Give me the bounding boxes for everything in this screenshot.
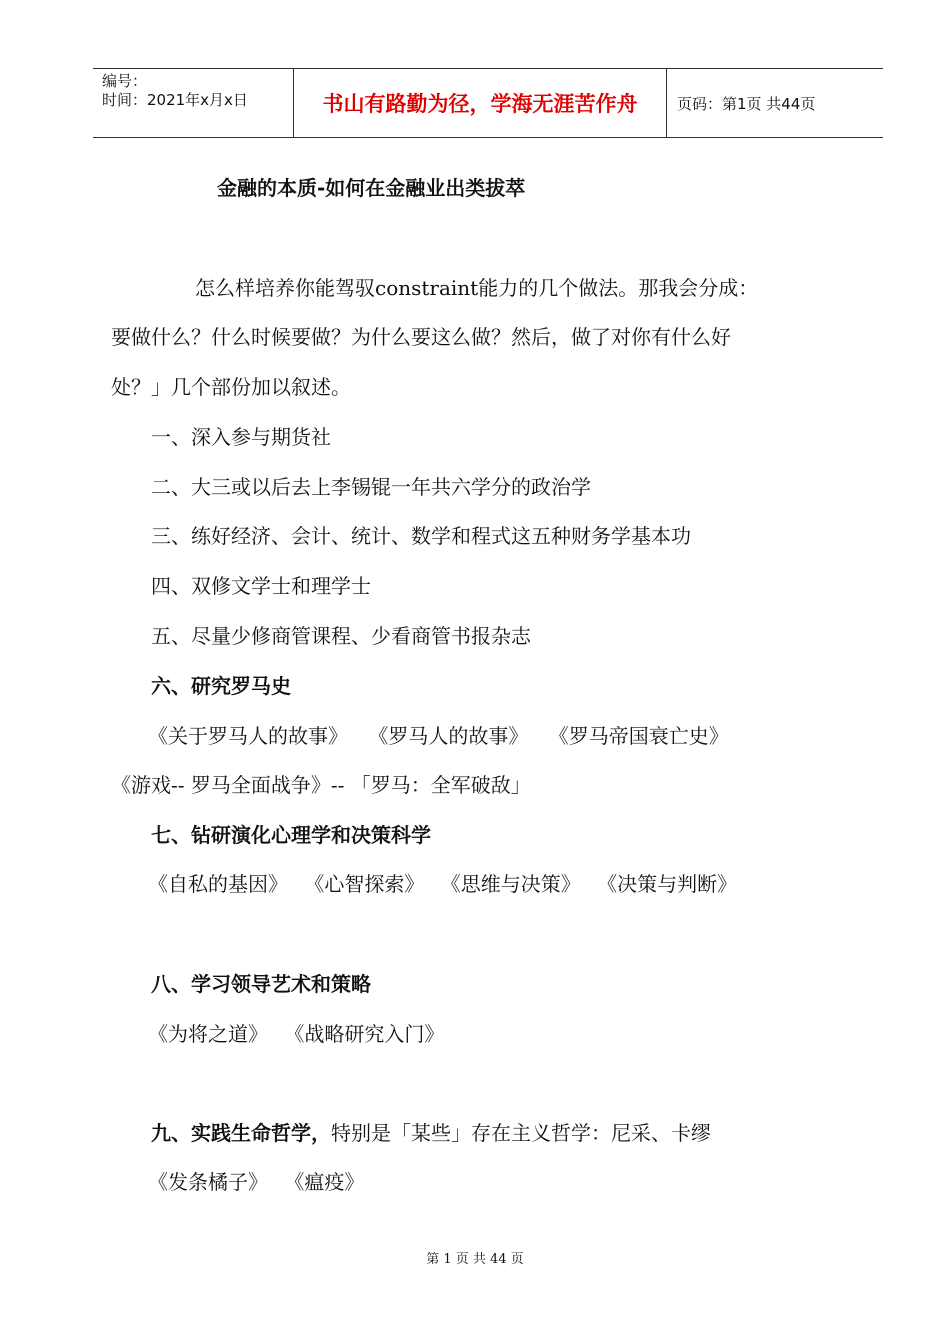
section-text: 特别是「某些」存在主义哲学：尼采、卡缪 — [331, 1121, 711, 1145]
document-number-label: 编号： — [102, 72, 148, 90]
book-list: 《自私的基因》 《心智探索》 《思维与决策》 《决策与判断》 — [148, 872, 738, 896]
section-heading: 六、研究罗马史 — [151, 674, 291, 698]
section-9-line — [151, 1117, 711, 1146]
document-time-label: 时间：2021年x月x日 — [102, 91, 248, 109]
list-item: 三、练好经济、会计、统计、数学和程式这五种财务学基本功 — [151, 524, 691, 548]
list-item: 五、尽量少修商管课程、少看商管书报杂志 — [151, 624, 531, 648]
header-page-number: 页码：第1页 共44页 — [677, 94, 816, 113]
section-heading: 九、实践生命哲学， — [151, 1121, 331, 1145]
list-item: 四、双修文学士和理学士 — [151, 574, 371, 598]
list-item: 二、大三或以后去上李锡锟一年共六学分的政治学 — [151, 475, 591, 499]
page-footer: 第 1 页 共 44 页 — [426, 1252, 524, 1267]
section-heading: 八、学习领导艺术和策略 — [151, 972, 371, 996]
document-header — [93, 68, 883, 138]
book-list: 《关于罗马人的故事》 《罗马人的故事》 《罗马帝国衰亡史》 — [148, 724, 729, 748]
book-list: 《发条橘子》 《瘟疫》 — [148, 1170, 365, 1194]
document-title: 金融的本质-如何在金融业出类拔萃 — [217, 176, 526, 200]
intro-line: 要做什么？什么时候要做？为什么要这么做？然后，做了对你有什么好 — [111, 325, 731, 349]
book-list: 《为将之道》 《战略研究入门》 — [148, 1022, 445, 1046]
section-heading: 七、钻研演化心理学和决策科学 — [151, 823, 431, 847]
intro-line: 怎么样培养你能驾驭constraint能力的几个做法。那我会分成： — [195, 276, 759, 300]
intro-line: 处？」几个部份加以叙述。 — [111, 375, 351, 399]
list-item: 一、深入参与期货社 — [151, 425, 331, 449]
header-info-cell — [93, 69, 293, 137]
header-motto: 书山有路勤为径，学海无涯苦作舟 — [293, 69, 667, 137]
book-list: 《游戏-- 罗马全面战争》-- 「罗马：全军破敌」 — [111, 773, 531, 797]
